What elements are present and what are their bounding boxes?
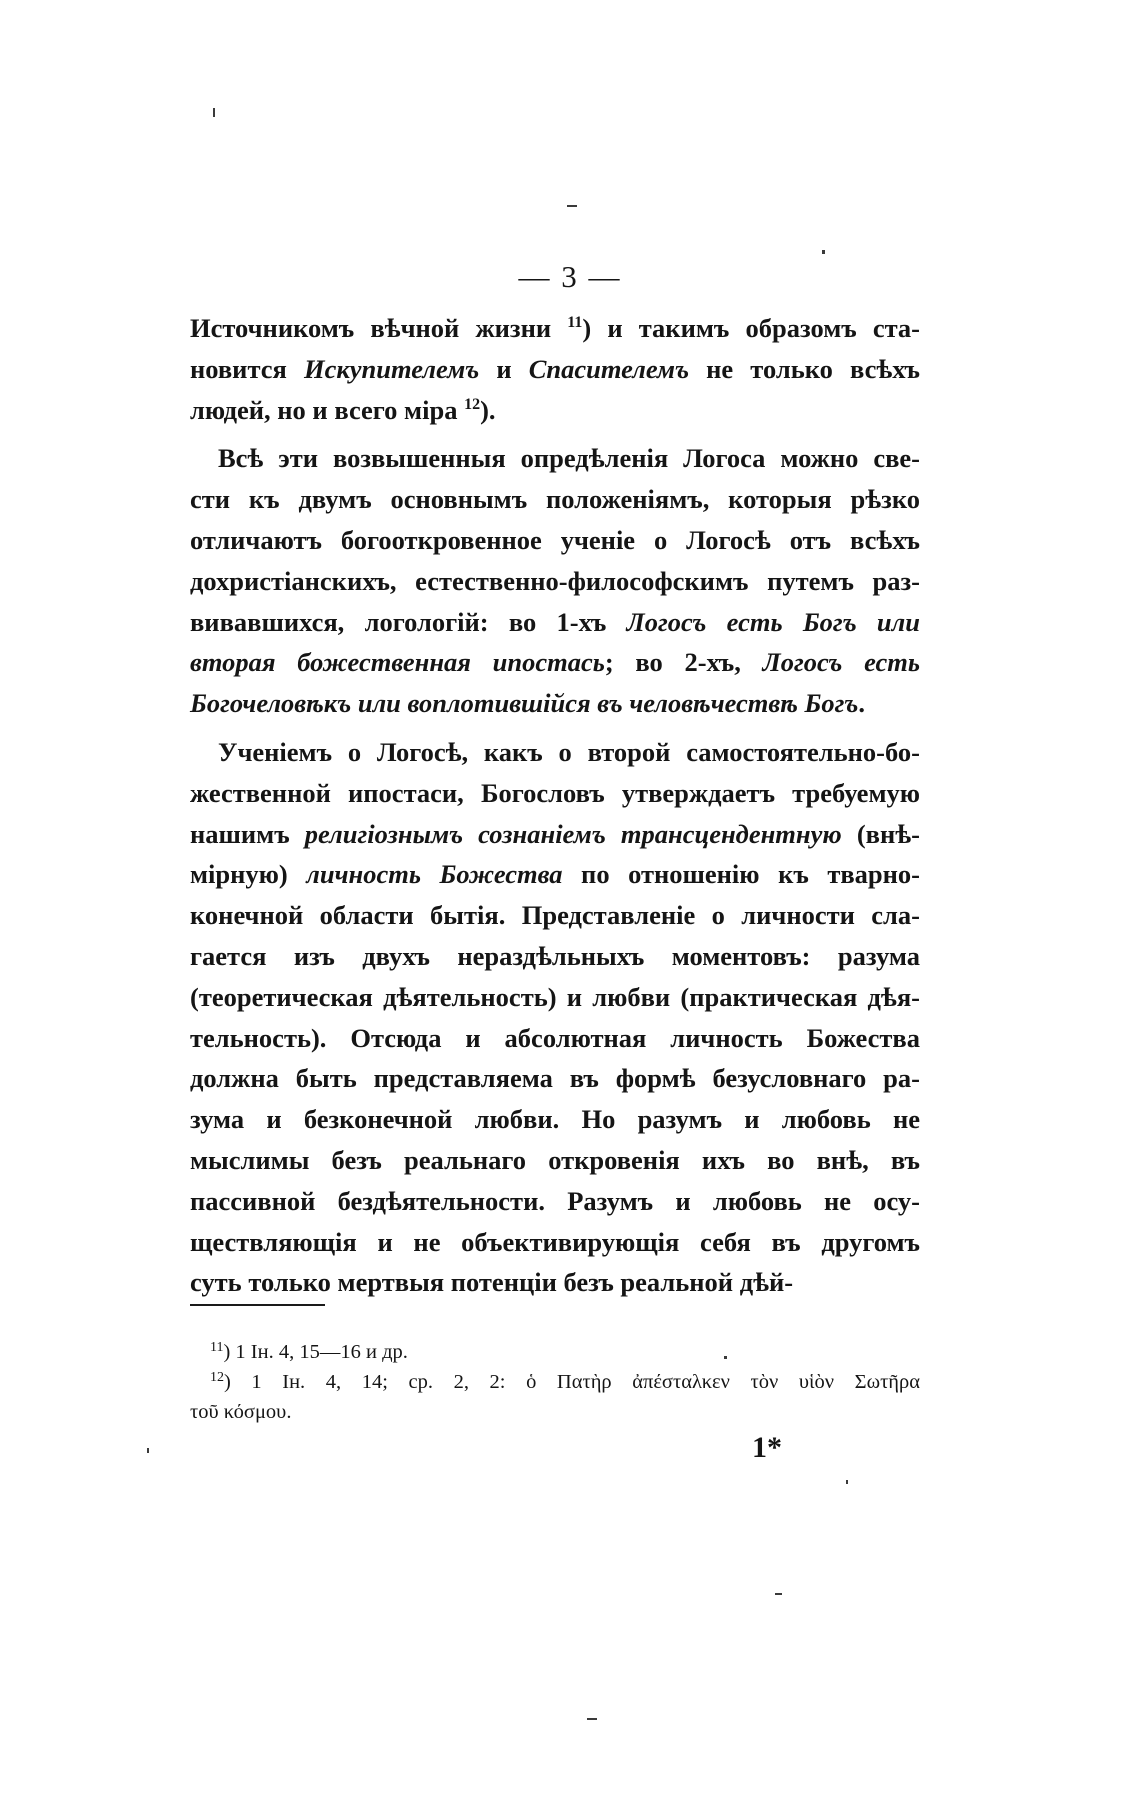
text-run: мірную) [190, 859, 307, 890]
scan-speck [775, 1593, 782, 1595]
text-run: суть только мертвыя потенціи безъ реальной дѣй- [190, 1267, 794, 1298]
footnote-reference: 12 [464, 395, 481, 413]
text-run: по отношенію къ тварно- [562, 859, 920, 890]
text-run: зума и безконечной любви. Но разумъ и любовь не [190, 1104, 920, 1135]
paragraph [190, 732, 920, 1303]
scan-speck [567, 205, 577, 207]
text-run: должна быть представляема въ формѣ безусловнаго ра- [190, 1063, 920, 1094]
text-run: дохристіанскихъ, естественно-философскимъ путемъ раз- [190, 565, 920, 596]
footnote-reference: 11 [567, 314, 583, 331]
scan-speck [147, 1448, 149, 1453]
text-run: ществляющія и не объективирующія себя въ другомъ [190, 1226, 920, 1257]
text-line [190, 561, 920, 602]
text-line [190, 642, 920, 683]
italic-run: Логосъ есть Богъ или [626, 606, 921, 637]
text-line [190, 479, 920, 520]
italic-run: Спасителемъ [528, 353, 690, 384]
text-line [190, 390, 920, 431]
text-line [190, 1099, 920, 1140]
text-run: конечной области бытія. Представленіе о личности сла- [190, 900, 920, 931]
text-run: нашимъ [190, 818, 305, 849]
paragraph [190, 438, 920, 724]
text-run: жественной ипостаси, Богословъ утверждаетъ требуемую [190, 777, 920, 808]
footnotes [190, 1337, 920, 1427]
italic-run: Богочеловѣкъ или воплотившійся въ человѣчествѣ Богъ [190, 688, 859, 719]
text-run: новится [190, 353, 304, 384]
footnote-text: τοῦ κόσμου. [190, 1401, 292, 1423]
text-run: людей, но и всего міра [190, 394, 465, 425]
text-run: гается изъ двухъ нераздѣльныхъ моментовъ: разума [190, 940, 920, 971]
italic-run: Логосъ есть [762, 647, 920, 678]
text-line [190, 683, 920, 724]
footnote-rule [190, 1304, 325, 1306]
italic-run: личность Божества [306, 859, 563, 890]
footnote-text: ) 1 Ін. 4, 15—16 и др. [223, 1341, 408, 1363]
body-text [190, 308, 920, 1303]
text-line [190, 1181, 920, 1222]
footnote-line [190, 1337, 920, 1367]
text-line [190, 854, 920, 895]
text-run: отличаютъ богооткровенное ученіе о Логосѣ отъ всѣхъ [190, 524, 920, 555]
text-run: тельность). Отсюда и абсолютная личность Божества [190, 1022, 920, 1053]
text-line [190, 308, 920, 349]
scan-speck [846, 1480, 848, 1484]
text-line [190, 438, 920, 479]
italic-run: религіознымъ сознаніемъ трансцендентную [304, 818, 842, 849]
italic-run: вторая божественная ипостась [190, 647, 605, 678]
scan-speck [822, 250, 825, 254]
text-line [190, 773, 920, 814]
text-run: не только всѣхъ [689, 353, 920, 384]
text-line [190, 520, 920, 561]
footnote-marker: 12 [210, 1370, 224, 1385]
text-line [190, 732, 920, 773]
text-line [190, 977, 920, 1018]
text-run: Всѣ эти возвышенныя опредѣленія Логоса можно све- [218, 443, 920, 474]
page-number: — 3 — [518, 259, 622, 294]
text-run: (внѣ- [841, 818, 920, 849]
text-line [190, 349, 920, 390]
paragraph [190, 308, 920, 430]
text-run: мыслимы безъ реальнаго откровенія ихъ во внѣ, въ [190, 1144, 920, 1175]
text-run: Ученіемъ о Логосѣ, какъ о второй самостоятельно-бо- [218, 736, 920, 767]
text-run: Источникомъ вѣчной жизни [190, 313, 568, 343]
text-run: ). [480, 394, 496, 425]
scan-speck [213, 108, 215, 117]
footnote-marker: 11 [210, 1340, 224, 1355]
italic-run: Искупителемъ [303, 353, 480, 384]
text-line [190, 814, 920, 855]
text-line [190, 1262, 920, 1303]
text-run: ; во 2-хъ, [604, 647, 763, 678]
text-run: вивавшихся, логологій: во 1-хъ [190, 606, 627, 637]
text-run: . [858, 688, 865, 719]
text-line [190, 1140, 920, 1181]
text-line [190, 1058, 920, 1099]
text-line [190, 1018, 920, 1059]
scan-speck [587, 1718, 597, 1720]
footnote-text: ) 1 Ін. 4, 14; ср. 2, 2: ὁ Πατὴρ ἀπέσταλκεν τὸν υἱὸν Σωτῆρα [224, 1371, 920, 1393]
text-run: (теоретическая дѣятельность) и любви (практическая дѣя- [190, 981, 920, 1012]
text-line [190, 1222, 920, 1263]
footnote-line [190, 1397, 920, 1427]
text-line [190, 602, 920, 643]
text-line [190, 936, 920, 977]
text-run: пассивной бездѣятельности. Разумъ и любовь не осу- [190, 1185, 920, 1216]
text-run: сти къ двумъ основнымъ положеніямъ, которыя рѣзко [190, 484, 920, 515]
text-line [190, 895, 920, 936]
text-run: и [479, 353, 529, 384]
text-run: ) и такимъ образомъ ста- [582, 313, 920, 343]
footnote-line [190, 1367, 920, 1397]
signature-mark: 1* [752, 1431, 782, 1464]
